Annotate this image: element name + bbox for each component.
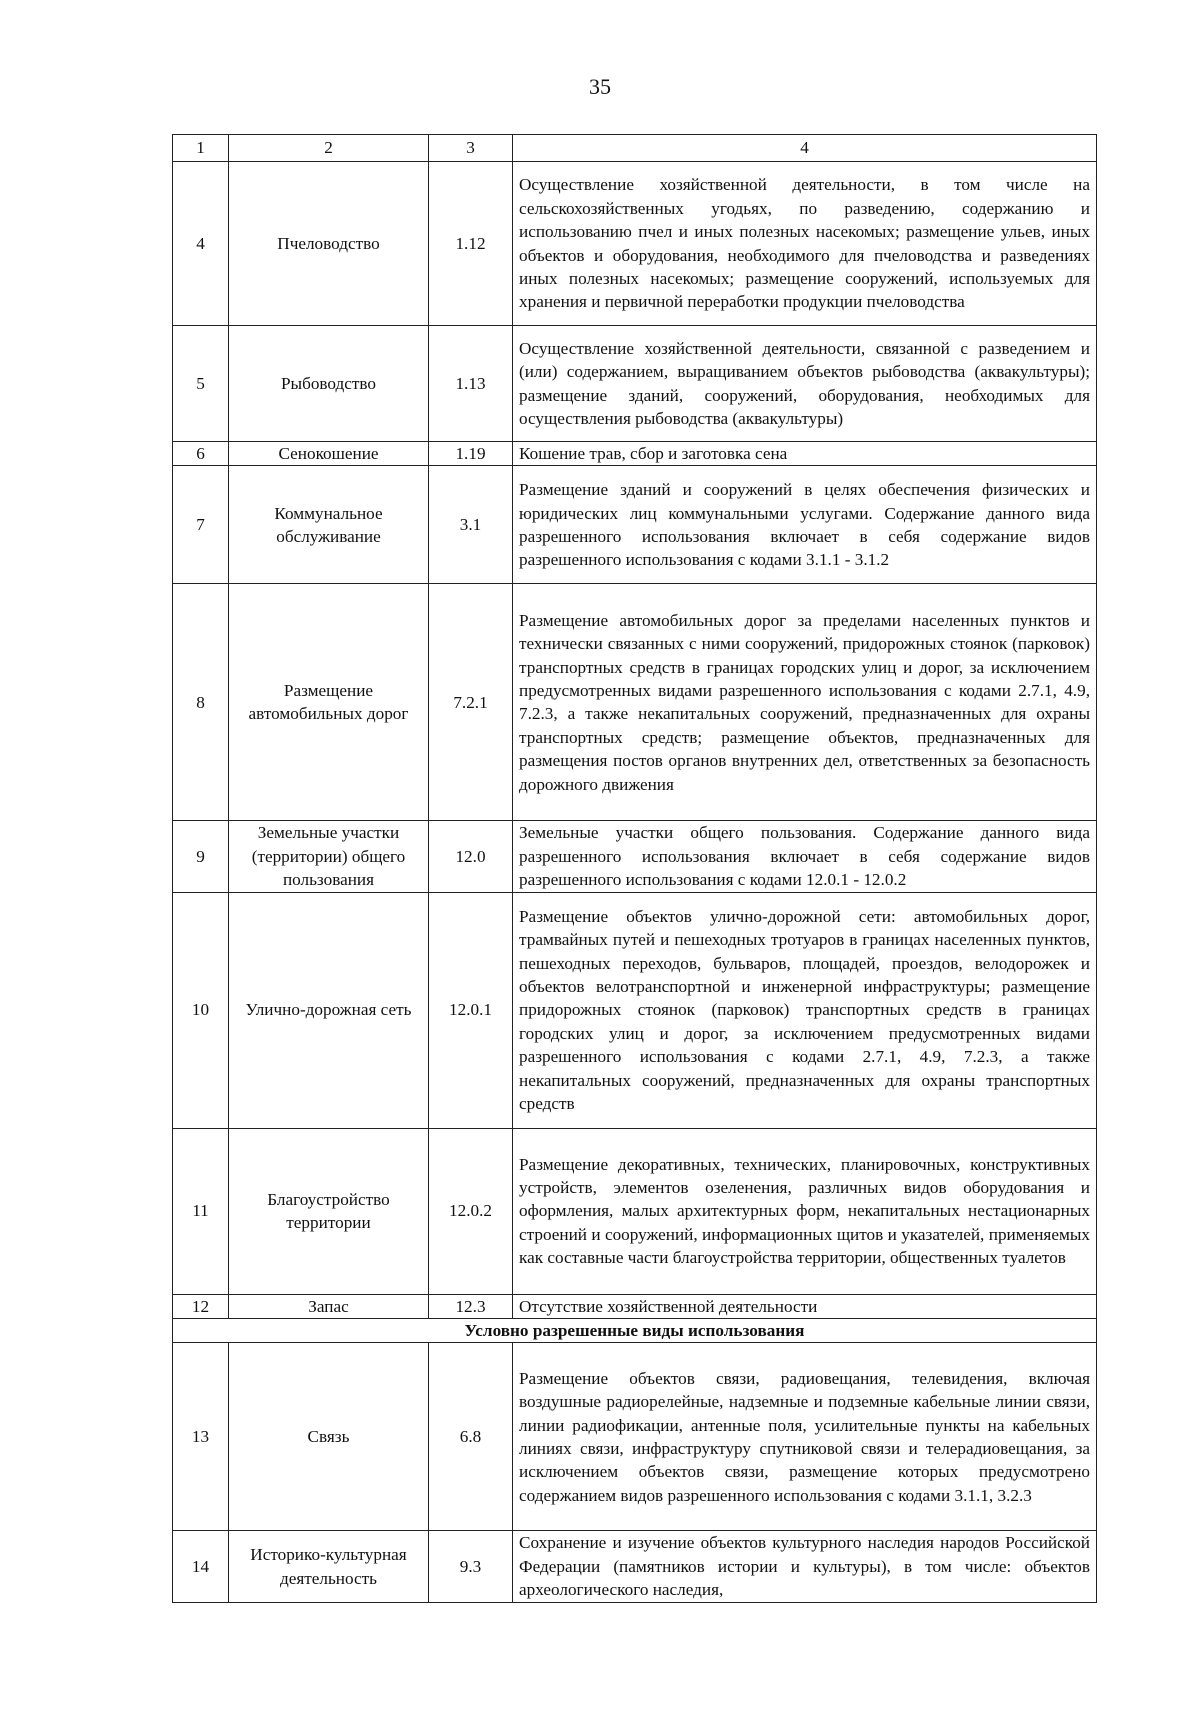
table-row [173, 162, 1097, 326]
use-type-description: Кошение трав, сбор и заготовка сена [513, 442, 1097, 466]
row-number: 14 [173, 1531, 229, 1602]
table-row [173, 1294, 1097, 1318]
column-header: 1 [173, 135, 229, 162]
section-row [173, 1319, 1097, 1343]
use-type-description: Размещение объектов улично-дорожной сети: автомобильных дорог, трамвайных путей и пешеходных тротуаров в границах населенных пунктов, пешеходных переходов, бульваров, площадей, проездов, велодорожек и объектов велотранспортной и инженерной инфраструктуры; размещение придорожных стоянок (парковок) транспортных средств в границах городских улиц и дорог, за исключением предусмотренных видами разрешенного использования с кодами 2.7.1, 4.9, 7.2.3, а также некапитальных сооружений, предназначенных для охраны транспортных средств [513, 892, 1097, 1128]
row-number: 4 [173, 162, 229, 326]
table-row [173, 326, 1097, 442]
use-type-description: Размещение зданий и сооружений в целях обеспечения физических и юридических лиц коммунальными услугами. Содержание данного вида разрешенного использования включает в себя содержание видов разрешенного использования с кодами 3.1.1 - 3.1.2 [513, 466, 1097, 584]
table-row [173, 821, 1097, 892]
use-type-code: 9.3 [429, 1531, 513, 1602]
use-type-code: 1.13 [429, 326, 513, 442]
use-type-name: Коммунальное обслуживание [229, 466, 429, 584]
use-type-description: Отсутствие хозяйственной деятельности [513, 1294, 1097, 1318]
use-type-name: Благоустройство территории [229, 1128, 429, 1294]
use-type-name: Рыбоводство [229, 326, 429, 442]
land-use-table [172, 134, 1097, 1603]
section-title: Условно разрешенные виды использования [173, 1319, 1097, 1343]
use-type-name: Земельные участки (территории) общего пользования [229, 821, 429, 892]
page-number: 35 [589, 74, 611, 99]
use-type-code: 12.0.2 [429, 1128, 513, 1294]
row-number: 5 [173, 326, 229, 442]
use-type-name: Размещение автомобильных дорог [229, 584, 429, 821]
row-number: 12 [173, 1294, 229, 1318]
table-row [173, 1128, 1097, 1294]
use-type-description: Размещение автомобильных дорог за пределами населенных пунктов и технически связанных с ними сооружений, придорожных стоянок (парковок) транспортных средств в границах городских улиц и дорог, за исключением предусмотренных видами разрешенного использования с кодами 2.7.1, 4.9, 7.2.3, а также некапитальных сооружений, предназначенных для охраны транспортных средств; размещение объектов, предназначенных для размещения постов органов внутренних дел, ответственных за безопасность дорожного движения [513, 584, 1097, 821]
column-header: 3 [429, 135, 513, 162]
use-type-description: Осуществление хозяйственной деятельности, в том числе на сельскохозяйственных угодьях, по разведению, содержанию и использованию пчел и иных полезных насекомых; размещение ульев, иных объектов и оборудования, необходимого для пчеловодства и разведениях иных полезных насекомых; размещение сооружений, используемых для хранения и первичной переработки продукции пчеловодства [513, 162, 1097, 326]
table-row [173, 892, 1097, 1128]
use-type-name: Историко-культурная деятельность [229, 1531, 429, 1602]
table-row [173, 466, 1097, 584]
use-type-description: Сохранение и изучение объектов культурного наследия народов Российской Федерации (памятников истории и культуры), в том числе: объектов археологического наследия, [513, 1531, 1097, 1602]
row-number: 10 [173, 892, 229, 1128]
row-number: 11 [173, 1128, 229, 1294]
use-type-name: Запас [229, 1294, 429, 1318]
use-type-code: 1.19 [429, 442, 513, 466]
use-type-code: 7.2.1 [429, 584, 513, 821]
use-type-description: Осуществление хозяйственной деятельности, связанной с разведением и (или) содержанием, выращиванием объектов рыбоводства (аквакультуры); размещение зданий, сооружений, оборудования, необходимых для осуществления рыбоводства (аквакультуры) [513, 326, 1097, 442]
use-type-description: Размещение декоративных, технических, планировочных, конструктивных устройств, элементов озеленения, различных видов оборудования и оформления, малых архитектурных форм, некапитальных нестационарных строений и сооружений, информационных щитов и указателей, применяемых как составные части благоустройства территории, общественных туалетов [513, 1128, 1097, 1294]
use-type-code: 6.8 [429, 1343, 513, 1531]
column-header: 4 [513, 135, 1097, 162]
use-type-description: Размещение объектов связи, радиовещания, телевидения, включая воздушные радиорелейные, надземные и подземные кабельные линии связи, линии радиофикации, антенные поля, усилительные пункты на кабельных линиях связи, инфраструктуру спутниковой связи и телерадиовещания, за исключением объектов связи, размещение которых предусмотрено содержанием видов разрешенного использования с кодами 3.1.1, 3.2.3 [513, 1343, 1097, 1531]
table-row [173, 584, 1097, 821]
table-header-row [173, 135, 1097, 162]
use-type-code: 12.0 [429, 821, 513, 892]
use-type-code: 12.0.1 [429, 892, 513, 1128]
row-number: 6 [173, 442, 229, 466]
use-type-name: Пчеловодство [229, 162, 429, 326]
use-type-code: 12.3 [429, 1294, 513, 1318]
table-row [173, 1531, 1097, 1602]
table-row [173, 1343, 1097, 1531]
use-type-name: Улично-дорожная сеть [229, 892, 429, 1128]
use-type-code: 3.1 [429, 466, 513, 584]
use-type-description: Земельные участки общего пользования. Содержание данного вида разрешенного использования включает в себя содержание видов разрешенного использования с кодами 12.0.1 - 12.0.2 [513, 821, 1097, 892]
row-number: 7 [173, 466, 229, 584]
column-header: 2 [229, 135, 429, 162]
row-number: 8 [173, 584, 229, 821]
use-type-name: Связь [229, 1343, 429, 1531]
use-type-name: Сенокошение [229, 442, 429, 466]
table-row [173, 442, 1097, 466]
use-type-code: 1.12 [429, 162, 513, 326]
row-number: 13 [173, 1343, 229, 1531]
row-number: 9 [173, 821, 229, 892]
